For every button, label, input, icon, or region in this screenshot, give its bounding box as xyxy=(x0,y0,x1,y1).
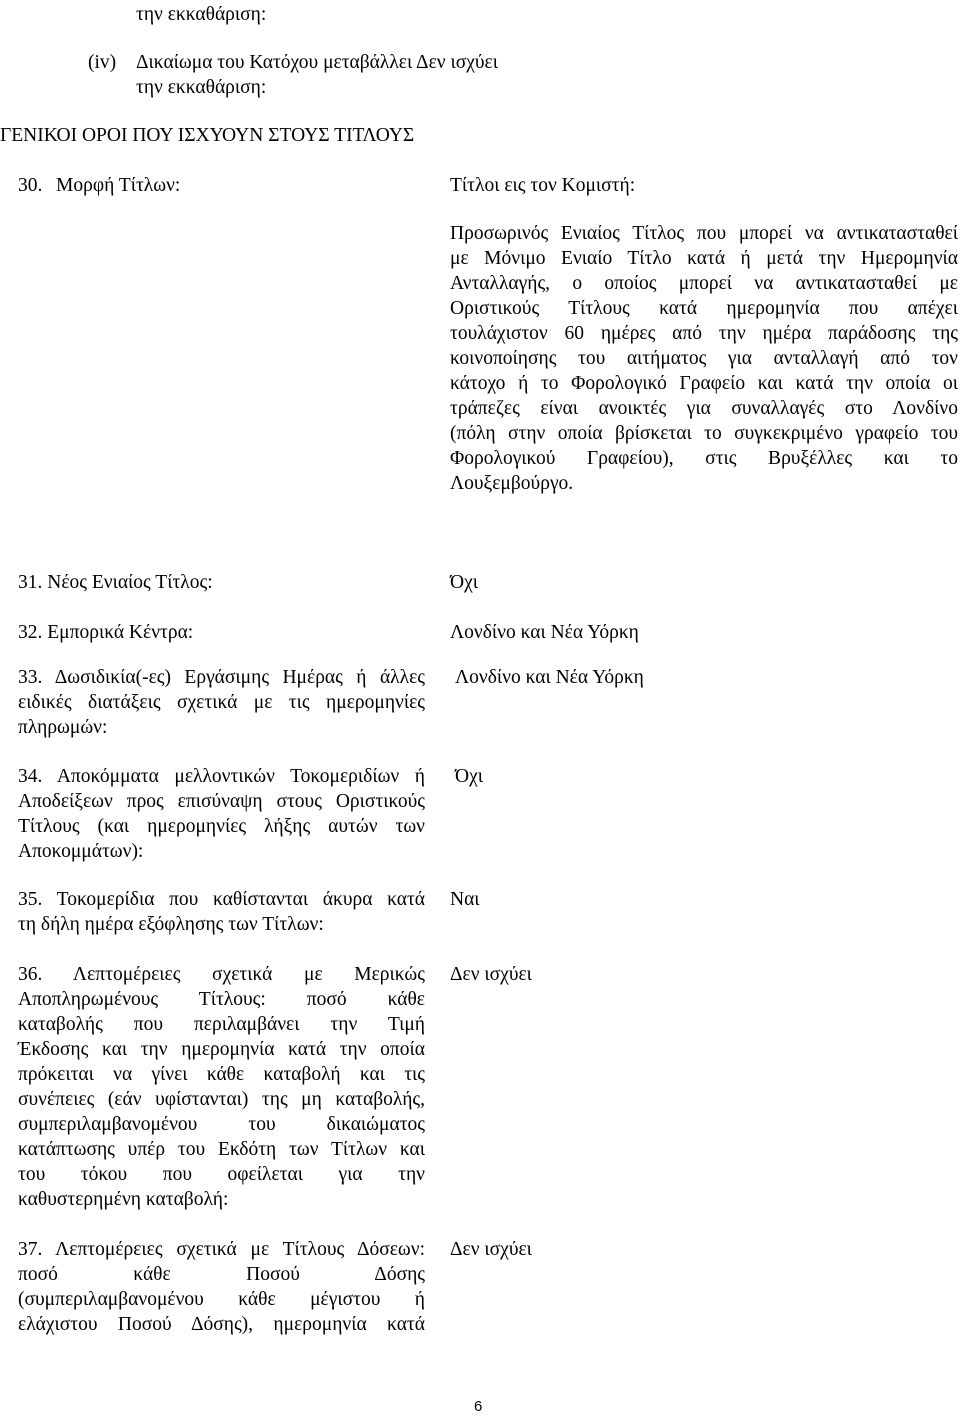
label-line: συμπεριλαμβανομένου του δικαιώματος xyxy=(18,1114,425,1135)
paragraph-line: κοινοποίησης του αιτήματος για ανταλλαγή από τον xyxy=(450,348,958,369)
item-34-value: Όχι xyxy=(455,766,483,787)
label-line: πληρωμών: xyxy=(18,717,108,738)
item-36-value: Δεν ισχύει xyxy=(450,964,532,985)
label-line: τη δήλη ημέρα εξόφλησης των Τίτλων: xyxy=(18,914,324,935)
section-heading: ΓΕΝΙΚΟΙ ΟΡΟΙ ΠΟΥ ΙΣΧΥΟΥΝ ΣΤΟΥΣ ΤΙΤΛΟΥΣ xyxy=(0,125,415,146)
item-33-value: Λονδίνο και Νέα Υόρκη xyxy=(455,667,644,688)
label-line: πρόκειται να γίνει κάθε καταβολή και τις xyxy=(18,1064,425,1085)
paragraph-line: τουλάχιστον 60 ημέρες από την ημέρα παράδοσης της xyxy=(450,323,958,344)
label-line: 36. Λεπτομέρειες σχετικά με Μερικώς xyxy=(18,964,425,985)
continued-text: την εκκαθάριση: xyxy=(136,4,267,25)
paragraph-line: Προσωρινός Ενιαίος Τίτλος που μπορεί να αντικατασταθεί xyxy=(450,223,958,244)
label-line: Αποδείξεων προς επισύναψη στους Οριστικούς xyxy=(18,791,425,812)
item-iv-line-2: την εκκαθάριση: xyxy=(136,77,267,98)
label-line: ελάχιστου Ποσού Δόσης), ημερομηνία κατά xyxy=(18,1314,425,1335)
item-30-label: Μορφή Τίτλων: xyxy=(56,175,181,196)
label-line: (συμπεριλαμβανομένου κάθε μέγιστου ή xyxy=(18,1289,425,1310)
item-30-value: Τίτλοι εις τον Κομιστή: xyxy=(450,175,636,196)
item-iv-marker: (iv) xyxy=(88,52,117,73)
label-line: Έκδοσης και την ημερομηνία κατά την οποία xyxy=(18,1039,425,1060)
item-32-value: Λονδίνο και Νέα Υόρκη xyxy=(450,622,639,643)
item-34-label xyxy=(18,764,425,864)
label-line: Τίτλους (και ημερομηνίες λήξης αυτών των xyxy=(18,816,425,837)
item-33-label xyxy=(18,665,425,740)
label-line: Αποκομμάτων): xyxy=(18,841,144,862)
item-32-label: 32. Εμπορικά Κέντρα: xyxy=(18,622,194,643)
label-line: καταβολής που περιλαμβάνει την Τιμή xyxy=(18,1014,425,1035)
label-line: κατάπτωσης υπέρ του Εκδότη των Τίτλων και xyxy=(18,1139,425,1160)
label-line: καθυστερημένη καταβολή: xyxy=(18,1189,229,1210)
item-37-label xyxy=(18,1237,425,1337)
item-36-label xyxy=(18,962,425,1212)
paragraph-line: κάτοχο ή το Φορολογικό Γραφείο και κατά την οποία οι xyxy=(450,373,958,394)
label-line: 37. Λεπτομέρειες σχετικά με Τίτλους Δόσεων: xyxy=(18,1239,425,1260)
paragraph-line: (πόλη στην οποία βρίσκεται το συγκεκριμένο γραφείο του xyxy=(450,423,958,444)
item-31-label: 31. Νέος Ενιαίος Τίτλος: xyxy=(18,572,213,593)
item-30-paragraph xyxy=(450,221,958,496)
paragraph-line: Φορολογικού Γραφείου), στις Βρυξέλλες και το xyxy=(450,448,958,469)
item-35-value: Ναι xyxy=(450,889,480,910)
paragraph-line: Ανταλλαγής, ο οποίος μπορεί να αντικατασταθεί με xyxy=(450,273,958,294)
item-37-value: Δεν ισχύει xyxy=(450,1239,532,1260)
page-number: 6 xyxy=(474,1398,483,1415)
label-line: 35. Τοκομερίδια που καθίστανται άκυρα κατά xyxy=(18,889,425,910)
label-line: Αποπληρωμένους Τίτλους: ποσό κάθε xyxy=(18,989,425,1010)
label-line: 34. Αποκόμματα μελλοντικών Τοκομεριδίων ή xyxy=(18,766,425,787)
item-31-value: Όχι xyxy=(450,572,478,593)
item-35-label xyxy=(18,887,425,937)
label-line: του τόκου που οφείλεται για την xyxy=(18,1164,425,1185)
paragraph-line: Οριστικούς Τίτλους κατά ημερομηνία που απέχει xyxy=(450,298,958,319)
label-line: συνέπειες (εάν υφίστανται) της μη καταβολής, xyxy=(18,1089,425,1110)
item-iv-line-1: Δικαίωμα του Κατόχου μεταβάλλει Δεν ισχύει xyxy=(136,52,498,73)
label-line: 33. Δωσιδικία(-ες) Εργάσιμης Ημέρας ή άλλες xyxy=(18,667,425,688)
paragraph-line: Λουξεμβούργο. xyxy=(450,473,574,494)
item-30-number: 30. xyxy=(18,175,43,196)
label-line: ποσό κάθε Ποσού Δόσης xyxy=(18,1264,425,1285)
paragraph-line: με Μόνιμο Ενιαίο Τίτλο κατά ή μετά την Ημερομηνία xyxy=(450,248,958,269)
paragraph-line: τράπεζες είναι ανοικτές για συναλλαγές στο Λονδίνο xyxy=(450,398,958,419)
label-line: ειδικές διατάξεις σχετικά με τις ημερομηνίες xyxy=(18,692,425,713)
